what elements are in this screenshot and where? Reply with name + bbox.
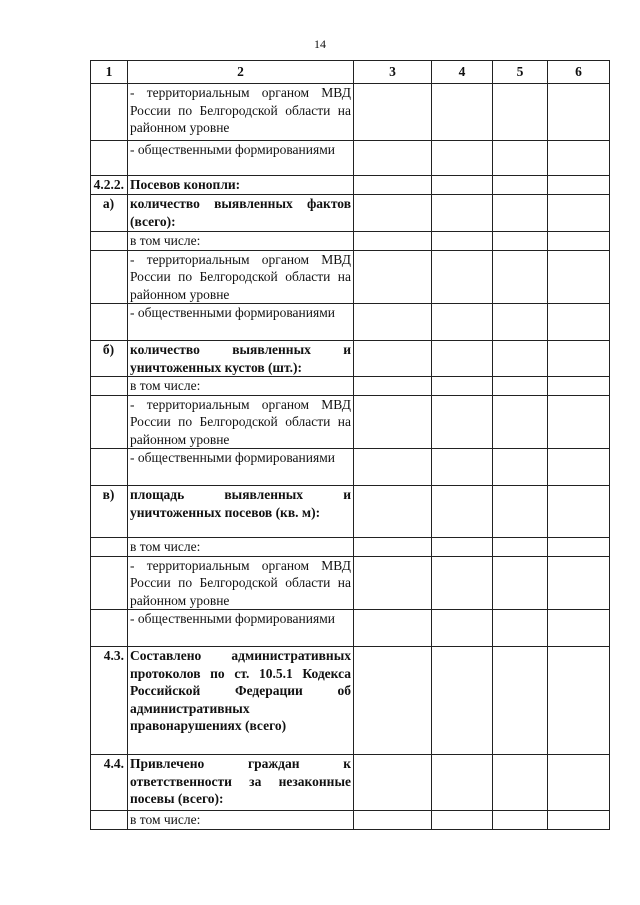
table-row <box>91 395 610 449</box>
value-cell-col-3 <box>354 176 432 195</box>
row-number: в) <box>91 486 128 538</box>
page-number: 14 <box>314 37 326 51</box>
table-row <box>91 377 610 396</box>
value-cell-col-3 <box>354 538 432 557</box>
value-cell-col-4 <box>432 141 493 176</box>
value-cell-col-5 <box>493 195 548 232</box>
value-cell-col-3 <box>354 395 432 449</box>
table-row <box>91 141 610 176</box>
header-col-3: 3 <box>354 61 432 84</box>
value-cell-col-4 <box>432 395 493 449</box>
row-label: - территориальным органом МВД России по Белгородской области на районном уровне <box>128 556 354 610</box>
row-label: - общественными формированиями <box>128 304 354 341</box>
header-col-1: 1 <box>91 61 128 84</box>
value-cell-col-6 <box>548 610 610 647</box>
row-number <box>91 250 128 304</box>
table-row <box>91 610 610 647</box>
table-row <box>91 341 610 377</box>
row-number <box>91 304 128 341</box>
row-label: - территориальным органом МВД России по Белгородской области на районном уровне <box>128 250 354 304</box>
value-cell-col-4 <box>432 538 493 557</box>
row-number <box>91 538 128 557</box>
value-cell-col-3 <box>354 556 432 610</box>
value-cell-col-4 <box>432 304 493 341</box>
value-cell-col-5 <box>493 341 548 377</box>
value-cell-col-5 <box>493 377 548 396</box>
row-number: б) <box>91 341 128 377</box>
header-col-6: 6 <box>548 61 610 84</box>
value-cell-col-5 <box>493 610 548 647</box>
value-cell-col-6 <box>548 250 610 304</box>
value-cell-col-6 <box>548 304 610 341</box>
table-row <box>91 176 610 195</box>
value-cell-col-3 <box>354 486 432 538</box>
value-cell-col-3 <box>354 304 432 341</box>
value-cell-col-6 <box>548 195 610 232</box>
row-label: количество выявленных фактов (всего): <box>128 195 354 232</box>
row-number <box>91 395 128 449</box>
table-row <box>91 647 610 755</box>
row-number <box>91 556 128 610</box>
row-number <box>91 811 128 830</box>
row-number: 4.4. <box>91 755 128 811</box>
value-cell-col-5 <box>493 176 548 195</box>
value-cell-col-4 <box>432 377 493 396</box>
value-cell-col-4 <box>432 556 493 610</box>
row-number <box>91 141 128 176</box>
value-cell-col-6 <box>548 84 610 141</box>
row-label: площадь выявленных и уничтоженных посевов (кв. м): <box>128 486 354 538</box>
row-label: в том числе: <box>128 377 354 396</box>
value-cell-col-6 <box>548 449 610 486</box>
table-row <box>91 755 610 811</box>
value-cell-col-5 <box>493 486 548 538</box>
value-cell-col-5 <box>493 232 548 251</box>
row-number: а) <box>91 195 128 232</box>
row-label: Посевов конопли: <box>128 176 354 195</box>
row-number <box>91 449 128 486</box>
value-cell-col-3 <box>354 141 432 176</box>
value-cell-col-3 <box>354 610 432 647</box>
row-number <box>91 232 128 251</box>
value-cell-col-6 <box>548 811 610 830</box>
value-cell-col-3 <box>354 647 432 755</box>
row-number: 4.3. <box>91 647 128 755</box>
value-cell-col-4 <box>432 610 493 647</box>
value-cell-col-5 <box>493 811 548 830</box>
value-cell-col-6 <box>548 755 610 811</box>
row-label: Привлечено граждан к ответственности за незаконные посевы (всего): <box>128 755 354 811</box>
value-cell-col-3 <box>354 341 432 377</box>
value-cell-col-3 <box>354 250 432 304</box>
row-label: в том числе: <box>128 538 354 557</box>
row-label: количество выявленных и уничтоженных кустов (шт.): <box>128 341 354 377</box>
value-cell-col-3 <box>354 232 432 251</box>
table-row <box>91 449 610 486</box>
value-cell-col-6 <box>548 141 610 176</box>
value-cell-col-5 <box>493 250 548 304</box>
header-row <box>91 61 610 84</box>
value-cell-col-4 <box>432 341 493 377</box>
value-cell-col-5 <box>493 647 548 755</box>
value-cell-col-5 <box>493 304 548 341</box>
row-label: - территориальным органом МВД России по Белгородской области на районном уровне <box>128 84 354 141</box>
value-cell-col-6 <box>548 486 610 538</box>
value-cell-col-6 <box>548 176 610 195</box>
row-label: - общественными формированиями <box>128 610 354 647</box>
report-table <box>90 60 610 830</box>
value-cell-col-6 <box>548 647 610 755</box>
value-cell-col-4 <box>432 195 493 232</box>
row-number: 4.2.2. <box>91 176 128 195</box>
value-cell-col-5 <box>493 449 548 486</box>
header-col-5: 5 <box>493 61 548 84</box>
value-cell-col-4 <box>432 84 493 141</box>
table-row <box>91 84 610 141</box>
value-cell-col-5 <box>493 538 548 557</box>
value-cell-col-3 <box>354 84 432 141</box>
table-row <box>91 232 610 251</box>
row-label: Составлено административных протоколов по ст. 10.5.1 Кодекса Российской Федерации об административных правонарушениях (всего) <box>128 647 354 755</box>
row-number <box>91 377 128 396</box>
value-cell-col-6 <box>548 538 610 557</box>
value-cell-col-6 <box>548 377 610 396</box>
value-cell-col-4 <box>432 755 493 811</box>
value-cell-col-6 <box>548 232 610 251</box>
table-row <box>91 195 610 232</box>
value-cell-col-3 <box>354 811 432 830</box>
value-cell-col-5 <box>493 84 548 141</box>
value-cell-col-6 <box>548 556 610 610</box>
row-number <box>91 84 128 141</box>
table-row <box>91 250 610 304</box>
value-cell-col-4 <box>432 449 493 486</box>
row-label: - общественными формированиями <box>128 141 354 176</box>
header-col-4: 4 <box>432 61 493 84</box>
table-row <box>91 811 610 830</box>
header-col-2: 2 <box>128 61 354 84</box>
value-cell-col-4 <box>432 486 493 538</box>
value-cell-col-5 <box>493 395 548 449</box>
table-row <box>91 486 610 538</box>
value-cell-col-4 <box>432 176 493 195</box>
value-cell-col-5 <box>493 141 548 176</box>
value-cell-col-4 <box>432 811 493 830</box>
row-label: - общественными формированиями <box>128 449 354 486</box>
row-label: в том числе: <box>128 811 354 830</box>
value-cell-col-3 <box>354 755 432 811</box>
row-label: - территориальным органом МВД России по Белгородской области на районном уровне <box>128 395 354 449</box>
value-cell-col-5 <box>493 755 548 811</box>
value-cell-col-4 <box>432 250 493 304</box>
value-cell-col-6 <box>548 341 610 377</box>
table-row <box>91 538 610 557</box>
value-cell-col-3 <box>354 195 432 232</box>
row-number <box>91 610 128 647</box>
table-body <box>91 84 610 830</box>
table-row <box>91 304 610 341</box>
table-row <box>91 556 610 610</box>
value-cell-col-4 <box>432 232 493 251</box>
value-cell-col-3 <box>354 377 432 396</box>
value-cell-col-4 <box>432 647 493 755</box>
row-label: в том числе: <box>128 232 354 251</box>
value-cell-col-6 <box>548 395 610 449</box>
value-cell-col-3 <box>354 449 432 486</box>
value-cell-col-5 <box>493 556 548 610</box>
